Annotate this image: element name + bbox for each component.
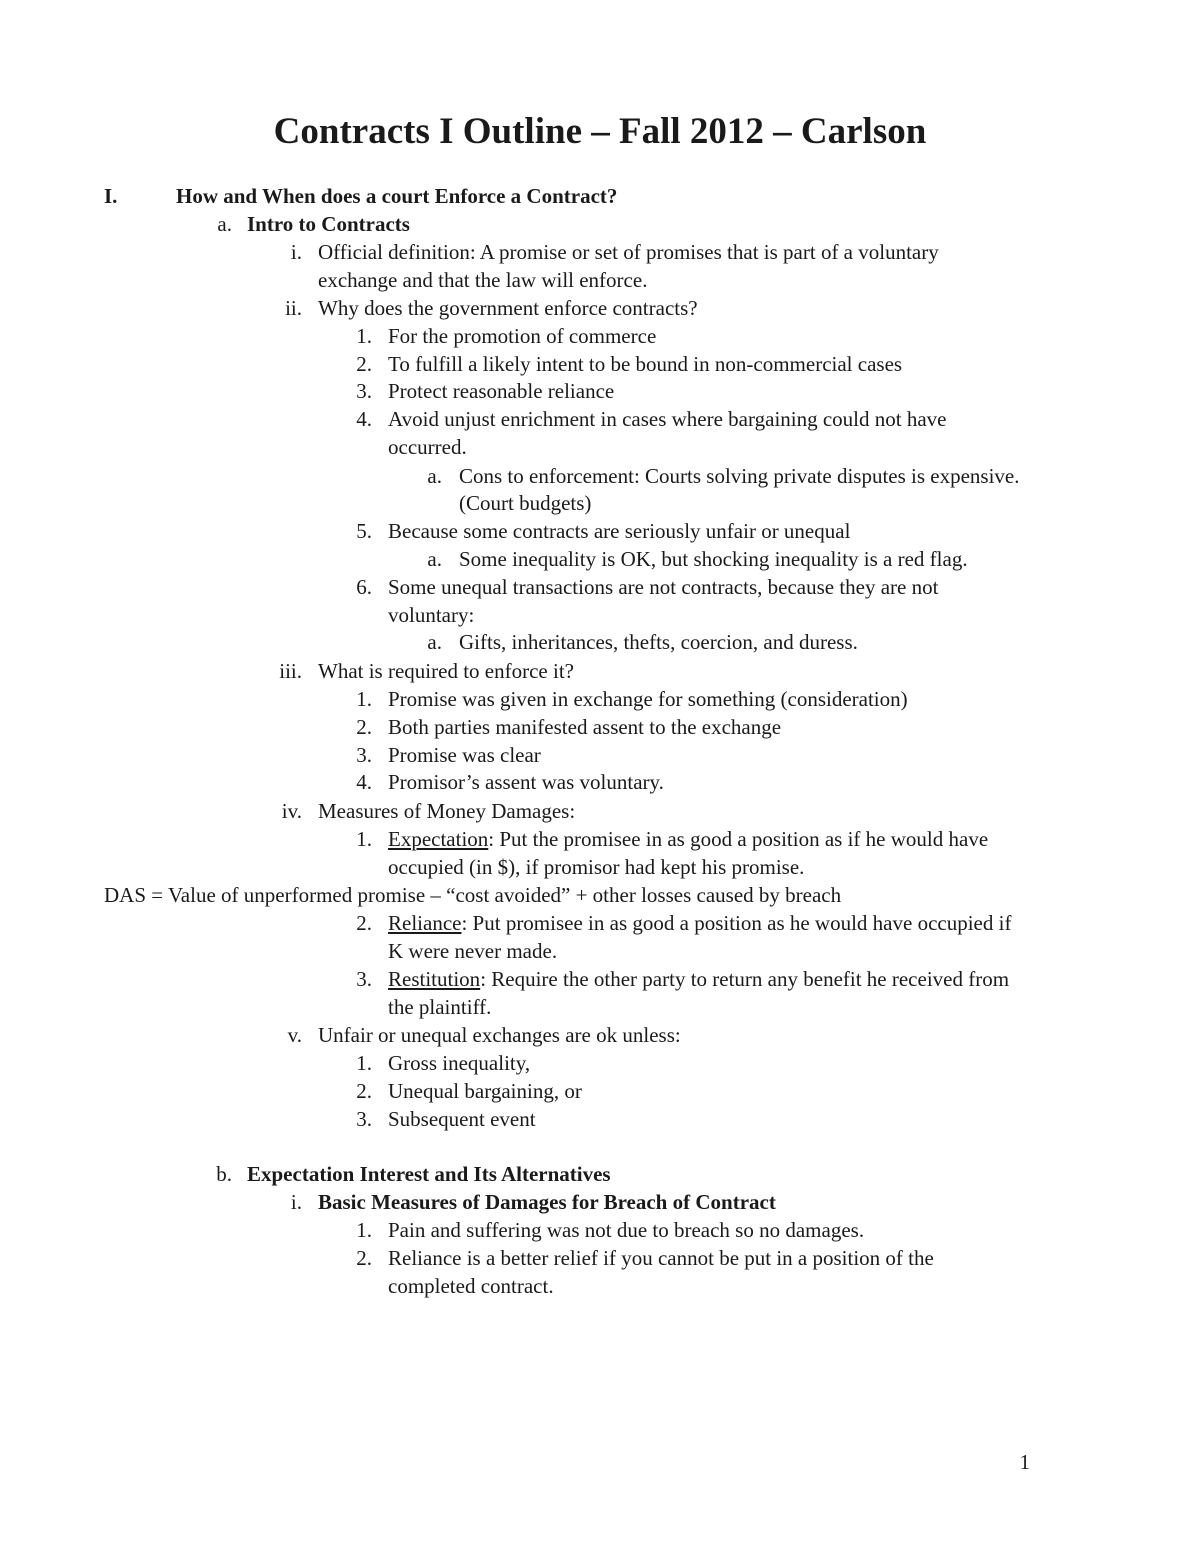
list-marker: 1. [356, 827, 372, 851]
list-marker: 1. [356, 1051, 372, 1075]
term-reliance: Reliance [388, 911, 462, 935]
list-item: Some unequal transactions are not contracts, because they are not [388, 575, 939, 599]
sub-item: Some inequality is OK, but shocking inequality is a red flag. [459, 547, 968, 571]
item-text-cont: exchange and that the law will enforce. [318, 268, 648, 292]
term-definition: : Put promisee in as good a position as he would have occupied if [461, 911, 1012, 935]
item-marker: iii. [279, 659, 302, 683]
list-item: For the promotion of commerce [388, 324, 657, 348]
list-marker: 3. [356, 743, 372, 767]
list-item: Promise was clear [388, 743, 541, 767]
page-number: 1 [1019, 1450, 1030, 1474]
list-item-cont: K were never made. [388, 939, 558, 963]
list-marker: 4. [356, 407, 372, 431]
item-text: Official definition: A promise or set of promises that is part of a voluntary [318, 240, 939, 264]
section-heading: How and When does a court Enforce a Contract? [176, 184, 618, 208]
list-marker: 5. [356, 519, 372, 543]
list-item [388, 965, 1009, 993]
list-item: Reliance is a better relief if you cannot be put in a position of the [388, 1246, 934, 1270]
list-item: To fulfill a likely intent to be bound in non-commercial cases [388, 352, 903, 376]
list-marker: 2. [356, 715, 372, 739]
item-text: What is required to enforce it? [318, 659, 574, 683]
list-marker: 3. [356, 1107, 372, 1131]
list-marker: 6. [356, 575, 372, 599]
list-item-cont: occupied (in $), if promisor had kept his promise. [388, 855, 805, 879]
list-item-cont: the plaintiff. [388, 995, 492, 1019]
item-marker: ii. [285, 296, 302, 320]
sub-marker: a. [427, 630, 442, 654]
list-item: Subsequent event [388, 1107, 536, 1131]
list-marker: 3. [356, 379, 372, 403]
sub-marker: a. [427, 547, 442, 571]
item-marker: i. [290, 1190, 302, 1214]
item-text: Unfair or unequal exchanges are ok unless: [318, 1023, 681, 1047]
list-marker: 2. [356, 1246, 372, 1270]
list-item: Promisor’s assent was voluntary. [388, 770, 664, 794]
item-heading: Basic Measures of Damages for Breach of Contract [318, 1190, 776, 1214]
list-item-cont: occurred. [388, 435, 467, 459]
list-item: Unequal bargaining, or [388, 1079, 582, 1103]
sub-item: Gifts, inheritances, thefts, coercion, and duress. [459, 630, 858, 654]
damages-formula: DAS = Value of unperformed promise – “cost avoided” + other losses caused by breach [104, 883, 842, 907]
list-marker: 3. [356, 967, 372, 991]
list-item-cont: completed contract. [388, 1274, 554, 1298]
sub-item: Cons to enforcement: Courts solving private disputes is expensive. [459, 464, 1020, 488]
list-item: Pain and suffering was not due to breach so no damages. [388, 1218, 865, 1242]
item-text: Measures of Money Damages: [318, 799, 576, 823]
list-item: Gross inequality, [388, 1051, 531, 1075]
subsection-heading: Intro to Contracts [247, 212, 410, 236]
list-item: Protect reasonable reliance [388, 379, 615, 403]
sub-item-cont: (Court budgets) [459, 491, 592, 515]
section-marker: I. [104, 184, 118, 208]
list-item: Avoid unjust enrichment in cases where bargaining could not have [388, 407, 947, 431]
list-marker: 2. [356, 352, 372, 376]
item-text: Why does the government enforce contracts? [318, 296, 698, 320]
list-marker: 1. [356, 1218, 372, 1242]
subsection-marker: b. [216, 1162, 232, 1186]
term-restitution: Restitution [388, 967, 481, 991]
item-marker: i. [290, 240, 302, 264]
list-marker: 2. [356, 911, 372, 935]
list-item: Because some contracts are seriously unfair or unequal [388, 519, 851, 543]
item-marker: v. [287, 1023, 302, 1047]
item-marker: iv. [281, 799, 302, 823]
term-expectation: Expectation [388, 827, 489, 851]
list-marker: 2. [356, 1079, 372, 1103]
list-item: Promise was given in exchange for something (consideration) [388, 687, 908, 711]
list-item: Both parties manifested assent to the exchange [388, 715, 782, 739]
list-marker: 1. [356, 324, 372, 348]
list-marker: 4. [356, 770, 372, 794]
term-definition: : Put the promisee in as good a position as if he would have [488, 827, 989, 851]
sub-marker: a. [427, 464, 442, 488]
subsection-heading: Expectation Interest and Its Alternatives [247, 1162, 611, 1186]
list-item [388, 825, 988, 853]
subsection-marker: a. [217, 212, 232, 236]
list-item [388, 909, 1011, 937]
list-marker: 1. [356, 687, 372, 711]
term-definition: : Require the other party to return any benefit he received from [480, 967, 1010, 991]
list-item-cont: voluntary: [388, 603, 475, 627]
document-title: Contracts I Outline – Fall 2012 – Carlson [273, 111, 927, 152]
